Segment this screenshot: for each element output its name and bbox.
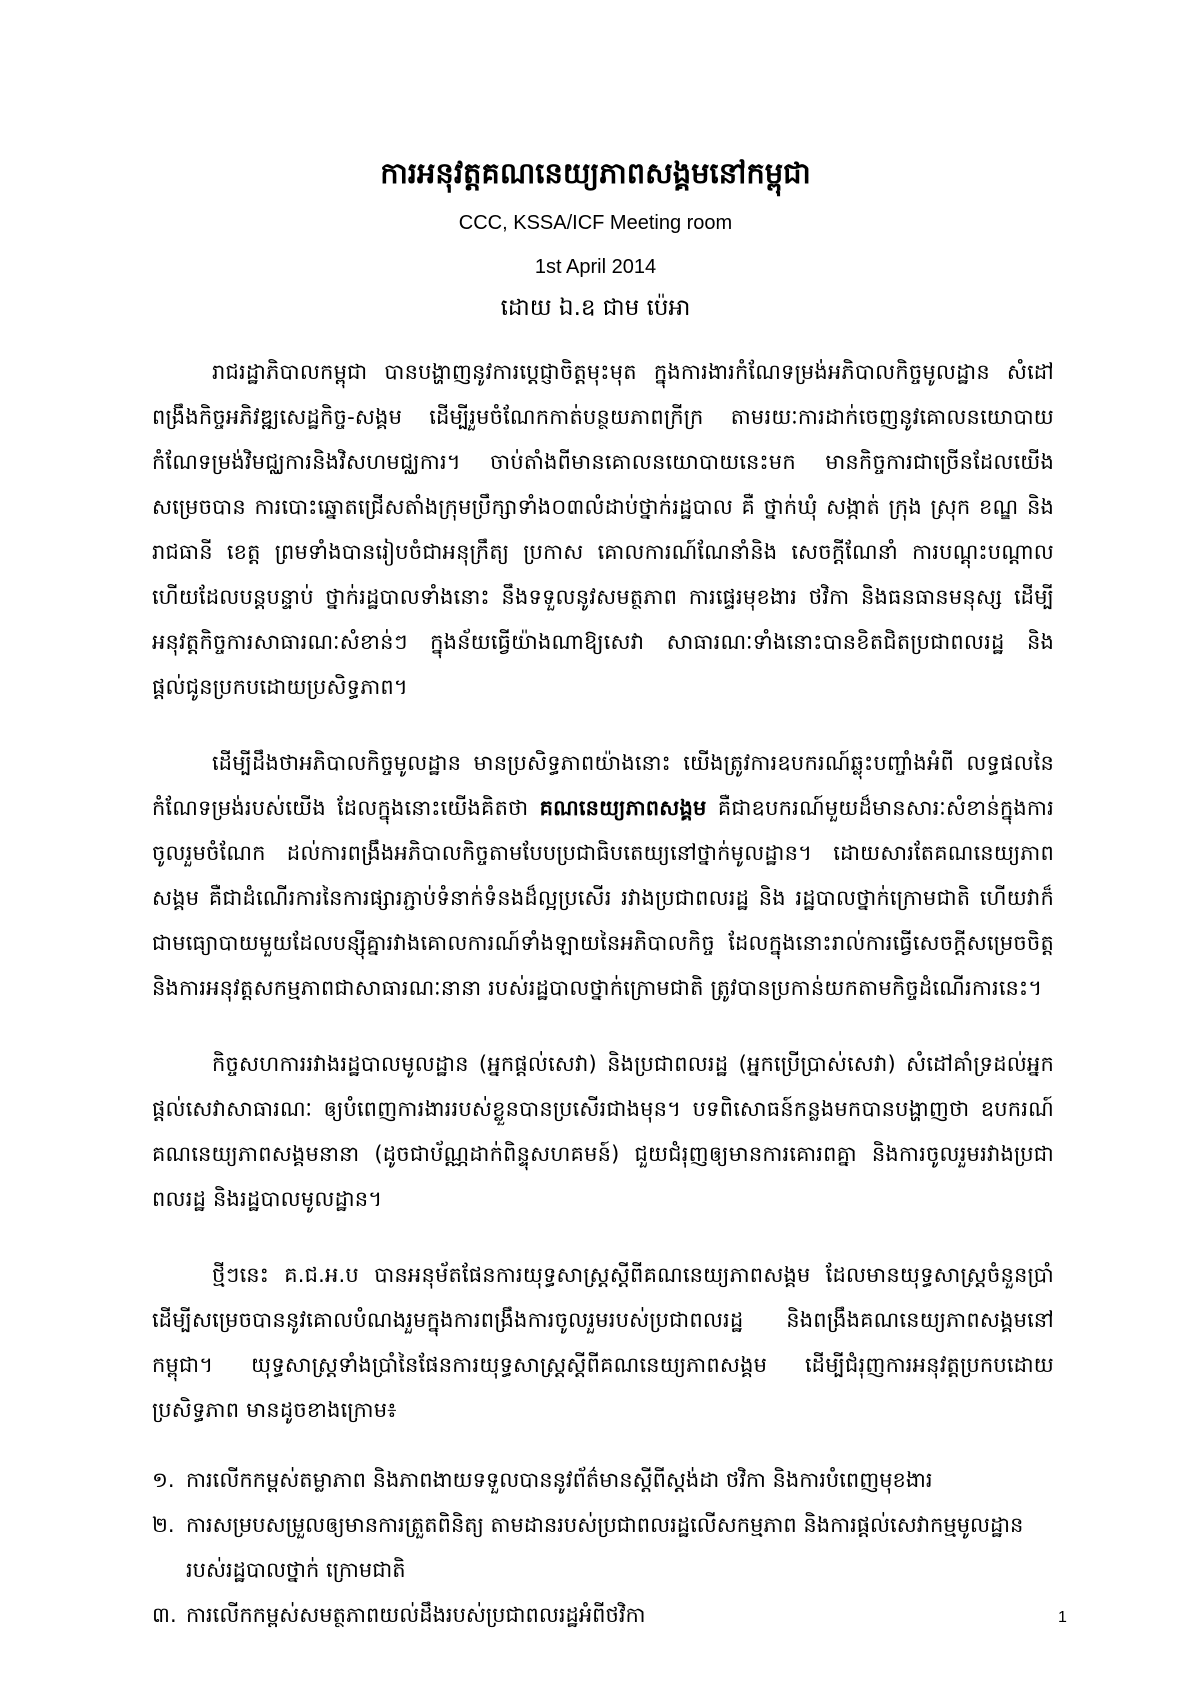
date-line: 1st April 2014 xyxy=(534,256,657,278)
list-item-number: ១. xyxy=(152,1468,175,1492)
strategy-list xyxy=(152,1458,1054,1638)
paragraph-3: កិច្ចសហការរវាងរដ្ឋបាលមូលដ្ឋាន (អ្នកផ្តល់សេវា) និងប្រជាពលរដ្ឋ (អ្នកប្រើប្រាស់សេវា) សំដៅគាំទ្រដល់អ្នកផ្តល់សេវាសាធារណៈ ឲ្យបំពេញការងាររបស់ខ្លួនបានប្រសើរជាងមុន។ បទពិសោធន៍កន្លងមកបានបង្ហាញថា ឧបករណ៍គណនេយ្យភាពសង្គមនានា (ដូចជាប័ណ្ណដាក់ពិន្ទុសហគមន៍) ជួយជំរុញឲ្យមានការគោរពគ្នា និងការចូលរួមរវាងប្រជាពលរដ្ឋ និងរដ្ឋបាលមូលដ្ឋាន។ xyxy=(152,1052,1054,1211)
list-item-text: ការសម្របសម្រួលឲ្យមានការត្រួតពិនិត្យ តាមដានរបស់ប្រជាពលរដ្ឋលើសកម្មភាព និងការផ្តល់សេវាកម្មមូលដ្ឋានរបស់រដ្ឋបាលថ្នាក់ ក្រោមជាតិ xyxy=(186,1513,1024,1582)
list-item-text: ការលើកកម្ពស់សមត្ថភាពយល់ដឹងរបស់ប្រជាពលរដ្ឋអំពីថវិកា xyxy=(186,1603,646,1627)
document-title: ការអនុវត្តគណនេយ្យភាពសង្គមនៅកម្ពុជា xyxy=(380,156,811,190)
paragraph-2-end: គឺជាឧបករណ៍មួយដ៏មានសារៈសំខាន់ក្នុងការចូលរួមចំណែក ដល់ការពង្រឹងអភិបាលកិច្ចតាមបែបប្រជាធិបតេយ្យនៅថ្នាក់មូលដ្ឋាន។ ដោយសារតែគណនេយ្យភាពសង្គម គឺជាដំណើរការនៃការផ្សារភ្ជាប់ទំនាក់ទំនងដ៏ល្អប្រសើរ រវាងប្រជាពលរដ្ឋ និង រដ្ឋបាលថ្នាក់ក្រោមជាតិ ហើយវាក៏ជាមធ្យោបាយមួយដែលបន្សុីគ្នារវាងគោលការណ៍ទាំងឡាយនៃអភិបាលកិច្ច ដែលក្នុងនោះរាល់ការធ្វើសេចក្តីសម្រេចចិត្ត និងការអនុវត្តសកម្មភាពជាសាធារណៈនានា របស់រដ្ឋបាលថ្នាក់ក្រោមជាតិ ត្រូវបានប្រកាន់យកតាមកិច្ចដំណើរការនេះ។ xyxy=(152,796,1054,1000)
list-item xyxy=(152,1458,1054,1503)
list-item-text: ការលើកកម្ពស់តម្លាភាព និងភាពងាយទទួលបាននូវព័ត៌មានស្តីពីស្តង់ដា ថវិកា និងការបំពេញមុខងារ xyxy=(186,1468,933,1492)
list-item-number: ៣. xyxy=(152,1603,177,1627)
page-number: 1 xyxy=(1058,1609,1067,1626)
venue-line: CCC, KSSA/ICF Meeting room xyxy=(458,212,733,234)
list-item xyxy=(152,1593,1054,1638)
paragraph-4: ថ្មីៗនេះ គ.ជ.អ.ប បានអនុម័តផែនការយុទ្ធសាស្ត្រស្តីពីគណនេយ្យភាពសង្គម ដែលមានយុទ្ធសាស្ត្រចំនួនប្រាំ ដើម្បីសម្រេចបាននូវគោលបំណងរួមក្នុងការពង្រឹងការចូលរួមរបស់ប្រជាពលរដ្ឋ និងពង្រឹងគណនេយ្យភាពសង្គមនៅកម្ពុជា។ យុទ្ធសាស្ត្រទាំងប្រាំនៃផែនការយុទ្ធសាស្ត្រស្តីពីគណនេយ្យភាពសង្គម ដើម្បីជំរុញការអនុវត្តប្រកបដោយប្រសិទ្ធភាព មានដូចខាងក្រោម៖ xyxy=(152,1263,1054,1422)
paragraph-1: រាជរដ្ឋាភិបាលកម្ពុជា បានបង្ហាញនូវការប្តេជ្ញាចិត្តមុះមុត ក្នុងការងារកំណែទម្រង់អភិបាលកិច្ចមូលដ្ឋាន សំដៅពង្រឹងកិច្ចអភិវឌ្ឍសេដ្ឋកិច្ច-សង្គម ដើម្បីរួមចំណែកកាត់បន្ថយភាពក្រីក្រ តាមរយៈការដាក់ចេញនូវគោលនយោបាយកំណែទម្រង់វិមជ្ឈការនិងវិសហមជ្ឈការ។ ចាប់តាំងពីមានគោលនយោបាយនេះមក មានកិច្ចការជាច្រើនដែលយើងសម្រេចបាន ការបោះឆ្នោតជ្រើសតាំងក្រុមប្រឹក្សាទាំង០៣លំដាប់ថ្នាក់រដ្ឋបាល គឺ ថ្នាក់ឃុំ សង្កាត់ ក្រុង ស្រុក ខណ្ឌ និងរាជធានី ខេត្ត ព្រមទាំងបានរៀបចំជាអនុក្រឹត្យ ប្រកាស គោលការណ៍ណែនាំនិង សេចក្តីណែនាំ ការបណ្តុះបណ្តាល ហើយដែលបន្តបន្ទាប់ ថ្នាក់រដ្ឋបាលទាំងនោះ នឹងទទួលនូវសមត្ថភាព ការផ្ទេរមុខងារ ថវិកា និងធនធានមនុស្ស ដើម្បីអនុវត្តកិច្ចការសាធារណៈសំខាន់ៗ ក្នុងន័យធ្វើយ៉ាងណាឱ្យសេវា សាធារណៈទាំងនោះបានខិតជិតប្រជាពលរដ្ឋ និងផ្តល់ជូនប្រកបដោយប្រសិទ្ធភាព។ xyxy=(152,360,1054,699)
paragraph-2-start: ដើម្បីដឹងថាអភិបាលកិច្ចមូលដ្ឋាន មានប្រសិទ្ធភាពយ៉ាងនោះ យើងត្រូវការឧបករណ៍ឆ្លុះបញ្ចាំងអំពី លទ្ធផលនៃកំណែទម្រង់របស់យើង ដែលក្នុងនោះយើងគិតថា xyxy=(152,751,1054,820)
list-item xyxy=(152,1503,1054,1593)
list-item-number: ២. xyxy=(152,1513,175,1537)
paragraph-2-bold-term: គណនេយ្យភាពសង្គម xyxy=(539,796,707,820)
paragraph-2 xyxy=(152,741,1054,1011)
author-line: ដោយ ឯ.ឧ ជាម ប៉េអា xyxy=(500,295,691,321)
document-body xyxy=(152,350,1054,1638)
